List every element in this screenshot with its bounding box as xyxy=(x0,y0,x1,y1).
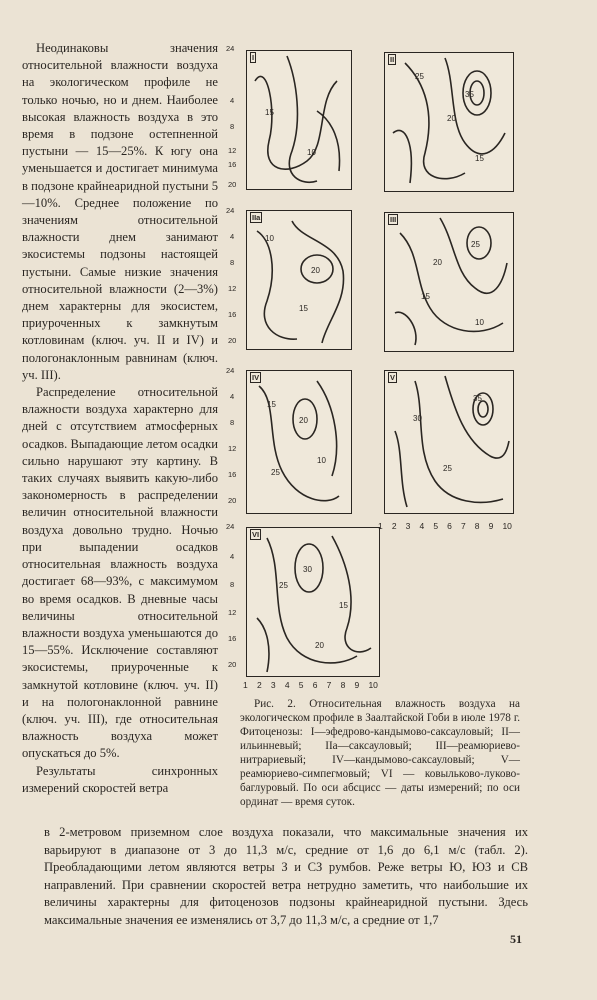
y-tick: 8 xyxy=(230,122,235,131)
svg-text:25: 25 xyxy=(271,468,280,477)
y-tick: 16 xyxy=(228,470,237,479)
x-tick: 3 xyxy=(270,680,276,690)
x-axis-ticks xyxy=(378,521,512,531)
x-tick: 7 xyxy=(326,680,332,690)
svg-text:20: 20 xyxy=(433,258,442,267)
panel-label: III xyxy=(390,215,397,224)
y-tick: 12 xyxy=(228,284,237,293)
y-tick: 16 xyxy=(228,310,237,319)
y-tick: 20 xyxy=(228,660,237,669)
x-tick: 2 xyxy=(256,680,262,690)
x-tick: 9 xyxy=(488,521,494,531)
svg-text:30: 30 xyxy=(413,414,422,423)
y-tick: 20 xyxy=(228,336,237,345)
left-text-column xyxy=(22,40,218,797)
panel-label: VI xyxy=(252,530,260,539)
svg-text:10: 10 xyxy=(475,318,484,327)
y-tick: 4 xyxy=(230,392,235,401)
svg-text:15: 15 xyxy=(475,154,484,163)
y-tick: 24 xyxy=(226,44,235,53)
contour-panel-IV xyxy=(246,370,352,514)
contour-panel-II xyxy=(384,52,514,192)
x-tick: 10 xyxy=(502,521,512,531)
panel-label: IIa xyxy=(252,213,261,222)
caption-text: Рис. 2. Относительная влажность воздуха на экологическом профиле в Заалтайской Гоби в июле 1978 г. Фитоценозы: I—эфедрово-кандымово-саксауловый; II—ильинневый; IIa—саксауловый; III—реамюриево-нитрариевый; IV—кандымово-саксауловый; V—реамюриево-симпегмовый; VI — ковыльково-луково-баглуровый. По оси абсцисс — даты измерений; по оси ординат — время суток. xyxy=(240,698,520,808)
y-tick: 24 xyxy=(226,366,235,375)
paragraph: Неодинаковы значения относительной влажности воздуха на экологическом профиле не только ночью, но и днем. Наиболее высокая влажность воздуха в это время в подзоне остепненной пустыни — 15—25%. К югу она уменьшается и достигает минимума в подзоне крайнеаридной пустыни 5—10%. Среднее положение по значениям относительной влажности днем занимают экосистемы подзоны настоящей пустыни. Самые низкие значения относительной влажности (2—3%) днем характерны для экосистем, приуроченных к замкнутым котловинам (ключ. уч. II и IV) и пологонаклонным равнинам (ключ. уч. III). xyxy=(22,41,218,382)
paragraph: в 2-метровом приземном слое воздуха показали, что максимальные значения их варьируют в диапазоне от 3 до 11,3 м/с, средние от 1,6 до 6,1 м/с (табл. 2). Преобладающими летом являются ветры З и СЗ румбов. Реже ветры Ю, ЮЗ и СВ направлений. При сравнении скоростей ветра нетрудно заметить, что наибольшие их величины характерны для фитоценозов подзоны крайнеаридной пустыни. Здесь максимальные значения ее изменялись от 3,7 до 11,3 м/с, а средние от 1,7 xyxy=(44,825,528,927)
svg-text:15: 15 xyxy=(267,400,276,409)
y-tick: 24 xyxy=(226,206,235,215)
svg-text:25: 25 xyxy=(471,240,480,249)
x-tick: 4 xyxy=(284,680,290,690)
page-number: 51 xyxy=(510,932,522,946)
svg-text:20: 20 xyxy=(299,416,308,425)
panel-label: I xyxy=(252,53,255,62)
svg-text:35: 35 xyxy=(465,90,474,99)
y-tick: 12 xyxy=(228,608,237,617)
x-tick: 8 xyxy=(474,521,480,531)
svg-text:25: 25 xyxy=(415,72,424,81)
contour-panel-V xyxy=(384,370,514,514)
y-tick: 8 xyxy=(230,258,235,267)
x-tick: 5 xyxy=(433,521,439,531)
x-tick: 2 xyxy=(391,521,397,531)
y-tick: 24 xyxy=(226,522,235,531)
y-tick: 12 xyxy=(228,444,237,453)
svg-text:10: 10 xyxy=(265,234,274,243)
svg-text:10: 10 xyxy=(307,148,316,157)
paragraph: Распределение относительной влажности воздуха характерно для дней с отсутствием атмосферных осадков. Выпадающие летом осадки сильно нарушают эту картину. В таких случаях выявить какую-либо закономерность в распределении величин относительной влажности воздуха довольно трудно. Ночью при выпадении осадков относительная влажность воздуха достигает 68—93%, с максимумом во время осадков. В дневные часы величины относительной влажности воздуха уменьшаются до 15—55%. Исключение составляют экосистемы, приуроченные к замкнутой котловине (ключ. уч. II) и на пологонаклонной равнине (ключ. уч. III), где относительная влажность воздуха может опускаться до 5%. xyxy=(22,385,218,761)
y-tick: 4 xyxy=(230,552,235,561)
panel-label: V xyxy=(390,373,396,382)
contour-panel-IIa xyxy=(246,210,352,350)
y-tick: 20 xyxy=(228,180,237,189)
x-tick: 6 xyxy=(312,680,318,690)
panel-label: II xyxy=(390,55,395,64)
x-tick: 6 xyxy=(447,521,452,531)
svg-text:15: 15 xyxy=(265,108,274,117)
svg-text:20: 20 xyxy=(315,641,324,650)
x-tick: 8 xyxy=(340,680,346,690)
y-tick: 4 xyxy=(230,232,235,241)
figure-caption xyxy=(240,697,520,809)
y-tick: 16 xyxy=(228,634,237,643)
y-tick: 4 xyxy=(230,96,235,105)
x-tick: 9 xyxy=(354,680,360,690)
svg-text:10: 10 xyxy=(317,456,326,465)
x-tick: 3 xyxy=(405,521,411,531)
y-tick: 8 xyxy=(230,418,235,427)
x-tick: 4 xyxy=(419,521,425,531)
svg-text:15: 15 xyxy=(299,304,308,313)
bottom-text-block xyxy=(44,824,528,930)
contour-panel-III xyxy=(384,212,514,352)
y-tick: 20 xyxy=(228,496,237,505)
y-tick: 8 xyxy=(230,580,235,589)
svg-text:25: 25 xyxy=(279,581,288,590)
x-tick: 5 xyxy=(298,680,304,690)
x-tick: 10 xyxy=(368,680,378,690)
svg-text:25: 25 xyxy=(443,464,452,473)
contour-panel-VI xyxy=(246,527,380,677)
x-axis-ticks xyxy=(243,680,378,690)
x-tick: 1 xyxy=(243,680,248,690)
y-tick: 12 xyxy=(228,146,237,155)
x-tick: 7 xyxy=(460,521,466,531)
svg-text:35: 35 xyxy=(473,394,482,403)
panel-label: IV xyxy=(252,373,260,382)
contour-panel-I xyxy=(246,50,352,190)
svg-text:15: 15 xyxy=(339,601,348,610)
x-tick: 1 xyxy=(378,521,383,531)
paragraph: Результаты синхронных измерений скоростей ветра xyxy=(22,763,218,795)
svg-text:20: 20 xyxy=(311,266,320,275)
svg-text:15: 15 xyxy=(421,292,430,301)
svg-text:20: 20 xyxy=(447,114,456,123)
svg-text:30: 30 xyxy=(303,565,312,574)
y-tick: 16 xyxy=(228,160,237,169)
